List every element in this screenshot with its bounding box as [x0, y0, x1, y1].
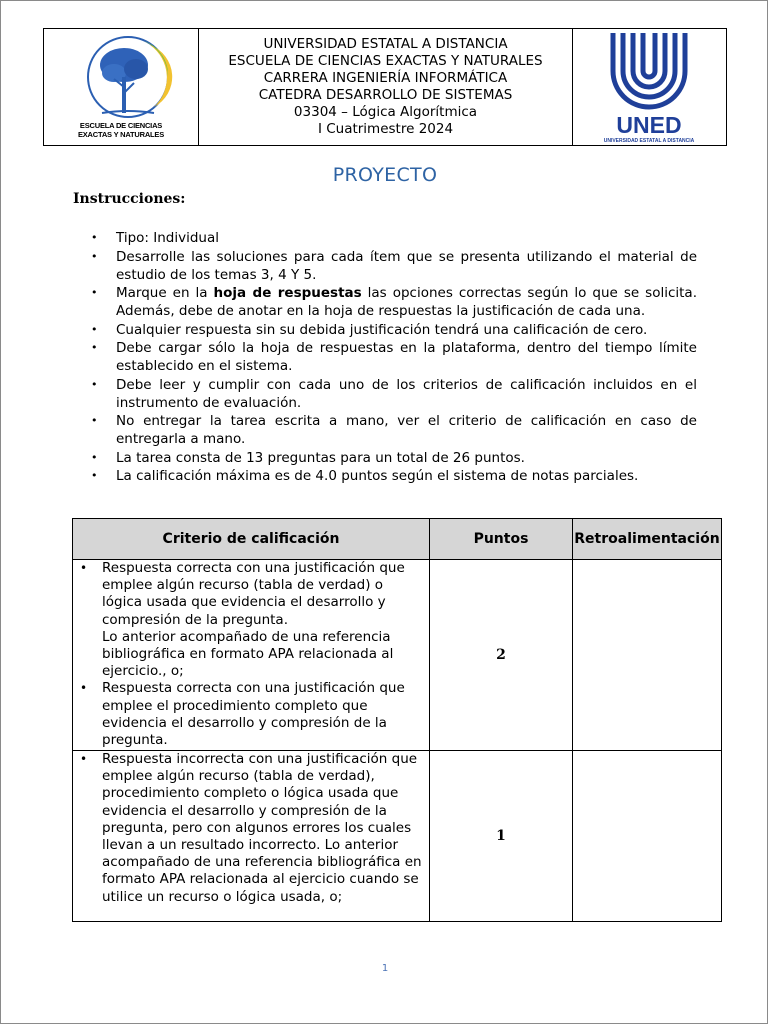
criteria-table	[72, 518, 722, 922]
instruction-item	[73, 284, 697, 320]
page-number: 1	[381, 963, 389, 974]
header-line: 03304 – Lógica Algorítmica	[293, 104, 478, 120]
right-logo-cell	[573, 29, 727, 146]
table-row	[73, 560, 722, 751]
instruction-text: Marque en la	[116, 285, 214, 301]
header-line: ESCUELA DE CIENCIAS EXACTAS Y NATURALES	[228, 53, 543, 69]
instruction-item: • La tarea consta de 13 preguntas para un total de 26 puntos.	[73, 449, 697, 467]
uned-subtitle-text: UNIVERSIDAD ESTATAL A DISTANCIA	[603, 138, 695, 144]
table-row	[73, 751, 722, 922]
criteria-bullet	[73, 751, 429, 906]
points-cell: 1	[430, 751, 573, 922]
header-table	[43, 28, 727, 146]
criteria-bullet	[73, 560, 429, 629]
feedback-header: Retroalimentación	[573, 519, 722, 560]
criteria-text: Respuesta correcta con una justificación que emplee algún recurso (tabla de verdad) o lógica usada que evidencia el desarrollo y compresión de la pregunta.	[102, 560, 405, 628]
instruction-item: • Cualquier respuesta sin su debida justificación tendrá una calificación de cero.	[73, 321, 697, 339]
instruction-text: las opciones correctas según lo que se solicita. Además, debe de anotar en la hoja de respuestas la justificación de cada una.	[116, 285, 697, 319]
header-line: CATEDRA DESARROLLO DE SISTEMAS	[258, 87, 513, 103]
header-line: UNIVERSIDAD ESTATAL A DISTANCIA	[263, 36, 508, 52]
header-text-cell	[199, 29, 573, 146]
instruction-item: • Debe leer y cumplir con cada uno de los criterios de calificación incluidos en el instrumento de evaluación.	[73, 376, 697, 412]
logo-caption-line2: EXACTAS Y NATURALES	[77, 130, 165, 139]
instruction-item: • No entregar la tarea escrita a mano, ver el criterio de calificación en caso de entregarla a mano.	[73, 412, 697, 448]
criteria-cell	[73, 751, 430, 922]
instructions-heading: Instrucciones:	[73, 191, 186, 207]
criteria-text: Respuesta incorrecta con una justificación que emplee algún recurso (tabla de verdad), procedimiento completo o lógica usada que evidencia el desarrollo y compresión de la pregunta, pero con algunos errores los cuales llevan a un resultado incorrecto. Lo anterior acompañado de una referencia bibliográfica en formato APA relacionada al ejercicio cuando se utilice un recurso o lógica usada, o;	[102, 751, 422, 905]
logo-caption-line1: ESCUELA DE CIENCIAS	[79, 121, 163, 130]
uned-logo-icon	[573, 29, 726, 145]
criteria-extra-text: Lo anterior acompañado de una referencia bibliográfica en formato APA relacionada al ejercicio., o;	[102, 628, 394, 680]
feedback-cell	[573, 751, 722, 922]
criteria-cell	[73, 560, 430, 751]
instruction-item: • La calificación máxima es de 4.0 puntos según el sistema de notas parciales.	[73, 467, 697, 485]
points-cell: 2	[430, 560, 573, 751]
instruction-item: • Debe cargar sólo la hoja de respuestas en la plataforma, dentro del tiempo límite establecido en el sistema.	[73, 339, 697, 375]
criteria-text: Respuesta correcta con una justificación que emplee el procedimiento completo que evidencia el desarrollo y compresión de la pregunta.	[102, 680, 405, 749]
points-header: Puntos	[430, 519, 573, 560]
feedback-cell	[573, 560, 722, 751]
header-line: CARRERA INGENIERÍA INFORMÁTICA	[263, 70, 508, 86]
page-title: PROYECTO	[332, 164, 438, 186]
criteria-bullet	[73, 680, 429, 749]
criteria-header: Criterio de calificación	[73, 519, 430, 560]
left-logo-cell	[44, 29, 199, 146]
instruction-bold-text: hoja de respuestas	[213, 285, 362, 301]
instructions-list	[73, 229, 697, 486]
uned-brand-text: UNED	[616, 112, 682, 138]
header-line: I Cuatrimestre 2024	[317, 121, 454, 137]
instruction-item: • Desarrolle las soluciones para cada ítem que se presenta utilizando el material de estudio de los temas 3, 4 Y 5.	[73, 248, 697, 284]
instruction-item: • Tipo: Individual	[73, 229, 697, 247]
